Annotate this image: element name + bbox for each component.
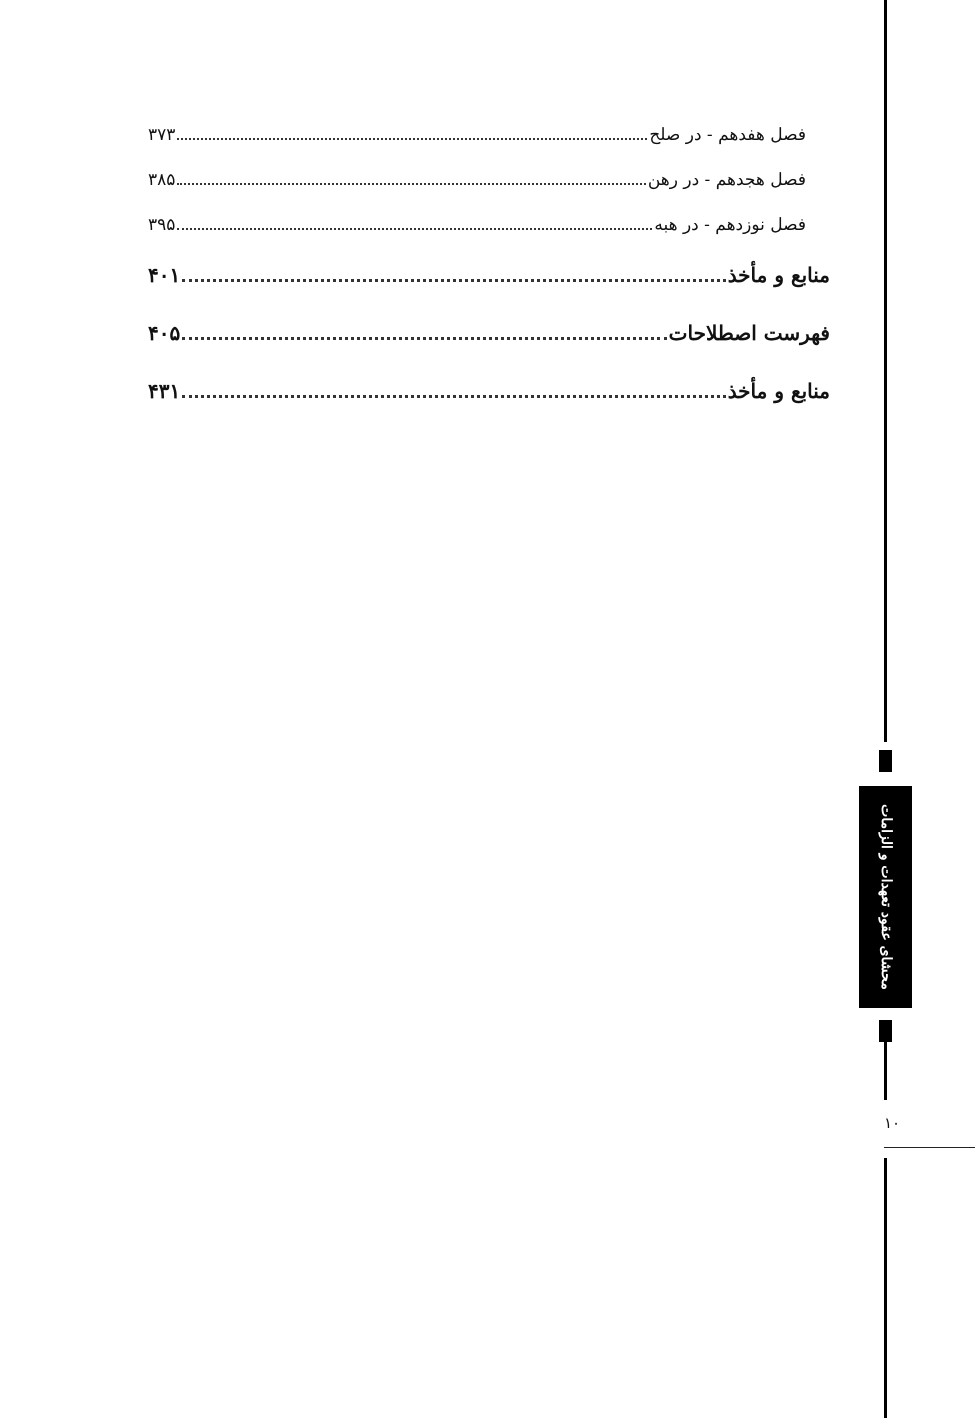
book-title: محشای عقود تعهدات و الزامات: [877, 804, 894, 990]
toc-section-entry: [148, 313, 830, 371]
toc-entry-title: فصل هجدهم - در رهن: [647, 170, 806, 190]
margin-rule-middle: [884, 1040, 887, 1100]
toc-leader-dots: [177, 183, 645, 185]
toc-leader-dots: [182, 279, 725, 282]
toc-entry: [148, 118, 810, 163]
toc-entry-title: فصل هفدهم - در صلح: [649, 125, 806, 145]
margin-marker-bottom: [879, 1020, 892, 1042]
toc-entry-title: منابع و مأخذ: [727, 379, 830, 403]
page-number-rule: [884, 1147, 975, 1148]
book-title-tab: [859, 786, 912, 1008]
toc-entry-page: ۴۰۱: [148, 263, 181, 287]
toc-leader-dots: [177, 228, 652, 230]
margin-marker-top: [879, 750, 892, 772]
toc-entry-title: فهرست اصطلاحات: [668, 321, 830, 345]
toc-leader-dots: [182, 337, 666, 340]
toc-entry-page: ۴۳۱: [148, 379, 181, 403]
margin-rule-bottom: [884, 1158, 887, 1418]
margin-rule-top: [884, 0, 887, 742]
toc-section-entry: [148, 371, 830, 429]
toc-entry: [148, 208, 810, 253]
table-of-contents: [148, 118, 830, 429]
toc-leader-dots: [182, 395, 725, 398]
toc-entry-page: ۳۹۵: [148, 215, 176, 235]
toc-entry-page: ۴۰۵: [148, 321, 181, 345]
page-number: ۱۰: [884, 1114, 901, 1132]
toc-entry-page: ۳۷۳: [148, 125, 176, 145]
toc-leader-dots: [177, 138, 647, 140]
toc-entry: [148, 163, 810, 208]
toc-entry-page: ۳۸۵: [148, 170, 176, 190]
toc-entry-title: فصل نوزدهم - در هبه: [654, 215, 806, 235]
toc-section-entry: [148, 255, 830, 313]
toc-entry-title: منابع و مأخذ: [727, 263, 830, 287]
